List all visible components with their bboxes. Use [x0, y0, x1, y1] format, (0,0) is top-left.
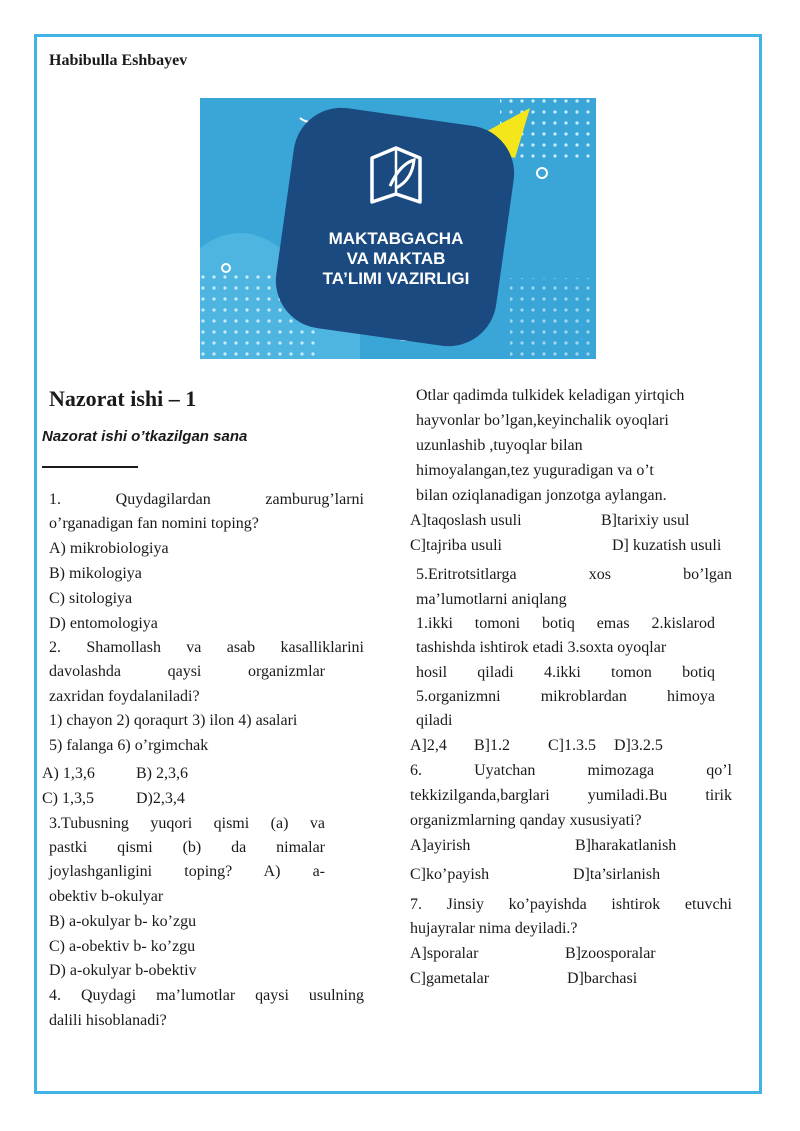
q5-line-5: hosil qiladi 4.ikki tomon botiq — [416, 664, 715, 681]
banner-line-2: VA MAKTAB — [346, 249, 446, 268]
q6-line-2: tekkizilganda,barglari yumiladi.Bu tirik — [410, 787, 732, 804]
q4-line-7: bilan oziqlanadigan jonzotga aylangan. — [416, 487, 667, 504]
q1-option-b: B) mikologiya — [49, 565, 142, 582]
q3-line-4: obektiv b-okulyar — [49, 888, 164, 905]
author-name: Habibulla Eshbayev — [49, 52, 188, 69]
q5-option-a: A]2,4 — [410, 737, 447, 754]
q2-option-c: C) 1,3,5 — [42, 790, 94, 807]
q6-option-b: B]harakatlanish — [575, 837, 677, 854]
q6-line-1: 6. Uyatchan mimozaga qo’l — [410, 762, 732, 779]
q5-line-2: ma’lumotlarni aniqlang — [416, 591, 567, 608]
q3-line-3: joylashganligini toping? A) a- — [49, 863, 325, 880]
q5-line-3: 1.ikki tomoni botiq emas 2.kislarod — [416, 615, 715, 632]
q6-option-c: C]ko’payish — [410, 866, 490, 883]
q4-option-c: C]tajriba usuli — [410, 537, 502, 554]
q1-line-1: 1. Quydagilardan zamburug’larni — [49, 491, 364, 508]
q7-option-d: D]barchasi — [567, 970, 638, 987]
q5-line-4: tashishda ishtirok etadi 3.soxta oyoqlar — [416, 639, 667, 656]
q5-line-7: qiladi — [416, 712, 453, 729]
q4-option-a: A]taqoslash usuli — [410, 512, 522, 529]
q1-option-d: D) entomologiya — [49, 615, 158, 632]
q3-line-2: pastki qismi (b) da nimalar — [49, 839, 325, 856]
ministry-banner — [200, 98, 596, 359]
q4-option-d: D] kuzatish usuli — [612, 537, 722, 554]
q6-line-3: organizmlarning qanday xususiyati? — [410, 812, 642, 829]
date-label: Nazorat ishi o’tkazilgan sana — [42, 428, 248, 445]
q6-option-d: D]ta’sirlanish — [573, 866, 661, 883]
page-title: Nazorat ishi – 1 — [49, 386, 197, 411]
q3-line-1: 3.Tubusning yuqori qismi (a) va — [49, 815, 325, 832]
banner-graphic — [200, 98, 596, 359]
q1-line-2: o’rganadigan fan nomini toping? — [49, 515, 259, 532]
q5-option-b: B]1.2 — [474, 737, 510, 754]
q5-line-6: 5.organizmni mikroblardan himoya — [416, 688, 715, 705]
q2-line-4: 1) chayon 2) qoraqurt 3) ilon 4) asalari — [49, 712, 298, 729]
q2-line-5: 5) falanga 6) o’rgimchak — [49, 737, 209, 754]
banner-line-1: MAKTABGACHA — [328, 229, 464, 248]
q2-option-a: A) 1,3,6 — [42, 765, 95, 782]
q7-option-c: C]gametalar — [410, 970, 490, 987]
date-blank-line — [42, 466, 138, 468]
q4-line-1: 4. Quydagi ma’lumotlar qaysi usulning — [49, 987, 364, 1004]
q4-line-2: dalili hisoblanadi? — [49, 1012, 167, 1029]
q6-option-a: A]ayirish — [410, 837, 471, 854]
q7-line-2: hujayralar nima deyiladi.? — [410, 920, 578, 937]
q4-line-3: Otlar qadimda tulkidek keladigan yirtqich — [416, 387, 685, 404]
q7-option-a: A]sporalar — [410, 945, 479, 962]
q2-option-b: B) 2,3,6 — [136, 765, 188, 782]
q3-option-c: C) a-obektiv b- ko’zgu — [49, 938, 196, 955]
q5-line-1: 5.Eritrotsitlarga xos bo’lgan — [416, 566, 732, 583]
q5-option-d: D]3.2.5 — [614, 737, 663, 754]
q2-line-2: davolashda qaysi organizmlar — [49, 663, 325, 680]
q4-line-6: himoyalangan,tez yuguradigan va o’t — [416, 462, 654, 479]
q4-line-4: hayvonlar bo’lgan,keyinchalik oyoqlari — [416, 412, 669, 429]
banner-line-3: TA’LIMI VAZIRLIGI — [322, 269, 470, 288]
q1-option-a: A) mikrobiologiya — [49, 540, 169, 557]
q2-line-3: zaxridan foydalaniladi? — [49, 688, 200, 705]
q1-option-c: C) sitologiya — [49, 590, 133, 607]
q7-option-b: B]zoosporalar — [565, 945, 656, 962]
q5-option-c: C]1.3.5 — [548, 737, 596, 754]
q3-option-d: D) a-okulyar b-obektiv — [49, 962, 197, 979]
q3-option-b: B) a-okulyar b- ko’zgu — [49, 913, 197, 930]
q4-line-5: uzunlashib ,tuyoqlar bilan — [416, 437, 583, 454]
q7-line-1: 7. Jinsiy ko’payishda ishtirok etuvchi — [410, 896, 732, 913]
q2-line-1: 2. Shamollash va asab kasalliklarini — [49, 639, 364, 656]
q4-option-b: B]tarixiy usul — [601, 512, 690, 529]
q2-option-d: D)2,3,4 — [136, 790, 185, 807]
